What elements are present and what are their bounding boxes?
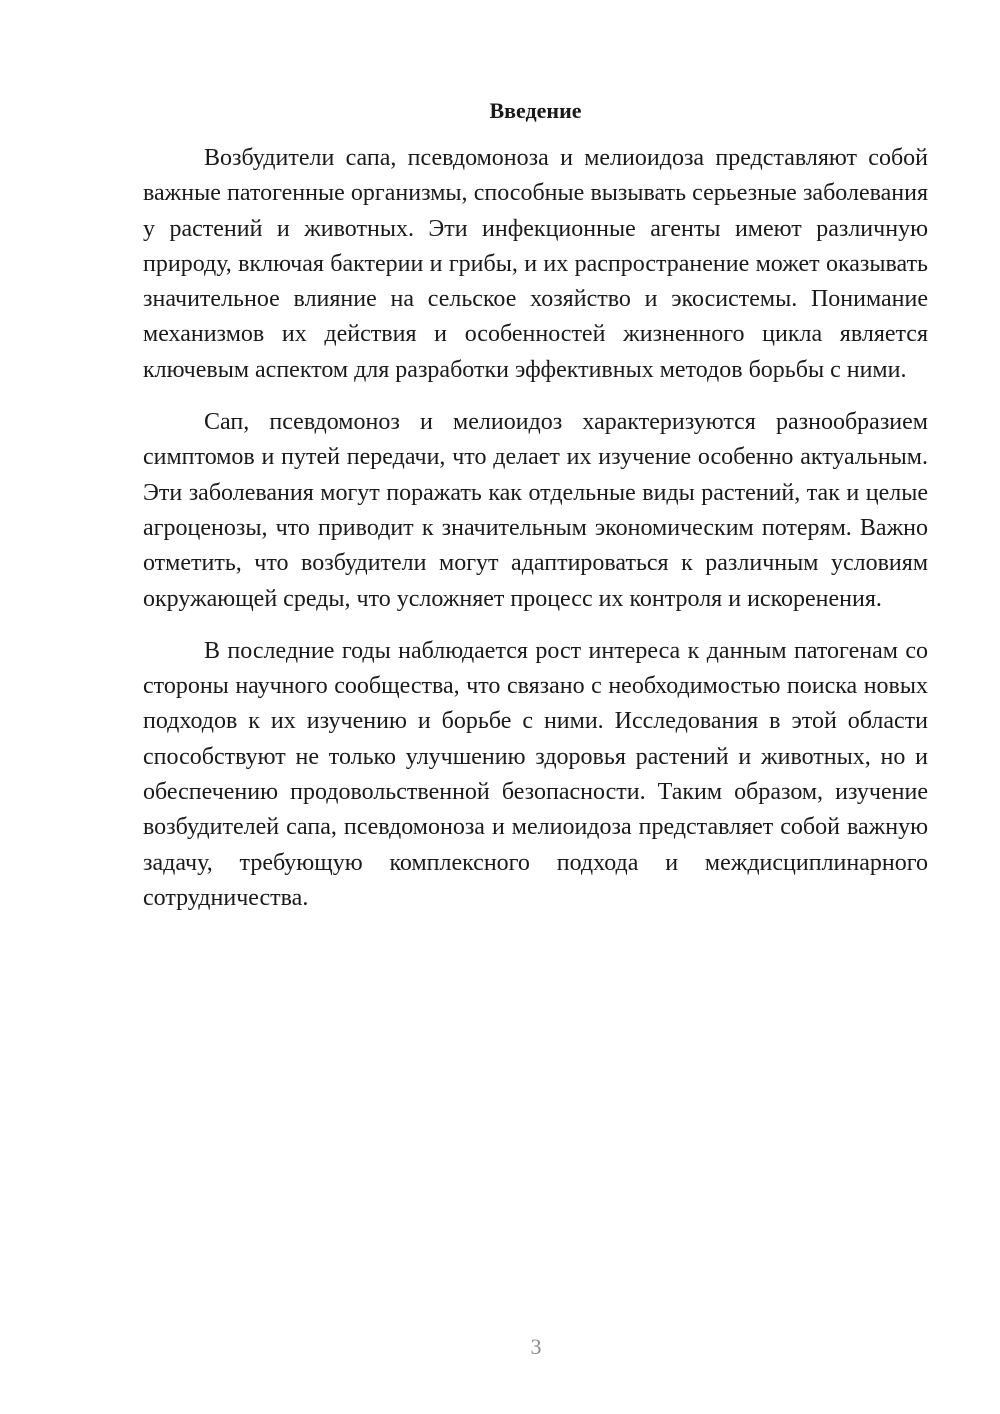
document-body — [143, 141, 928, 933]
paragraph-3: В последние годы наблюдается рост интереса к данным патогенам со стороны научного сообщества, что связано с необходимостью поиска новых подходов к их изучению и борьбе с ними. Исследования в этой области способствуют не только улучшению здоровья растений и животных, но и обеспечению продовольственной безопасности. Таким образом, изучение возбудителей сапа, псевдомоноза и мелиоидоза представляет собой важную задачу, требующую комплексного подхода и междисциплинарного сотрудничества. — [143, 637, 928, 911]
paragraph-2: Сап, псевдомоноз и мелиоидоз характеризуются разнообразием симптомов и путей передачи, что делает их изучение особенно актуальным. Эти заболевания могут поражать как отдельные виды растений, так и целые агроценозы, что приводит к значительным экономическим потерям. Важно отметить, что возбудители могут адаптироваться к различным условиям окружающей среды, что усложняет процесс их контроля и искоренения. — [143, 409, 928, 612]
page-number: 3 — [530, 1334, 542, 1359]
page-title: Введение — [489, 98, 582, 123]
paragraph-1: Возбудители сапа, псевдомоноза и мелиоидоза представляют собой важные патогенные организмы, способные вызывать серьезные заболевания у растений и животных. Эти инфекционные агенты имеют различную природу, включая бактерии и грибы, и их распространение может оказывать значительное влияние на сельское хозяйство и экосистемы. Понимание механизмов их действия и особенностей жизненного цикла является ключевым аспектом для разработки эффективных методов борьбы с ними. — [143, 145, 928, 383]
